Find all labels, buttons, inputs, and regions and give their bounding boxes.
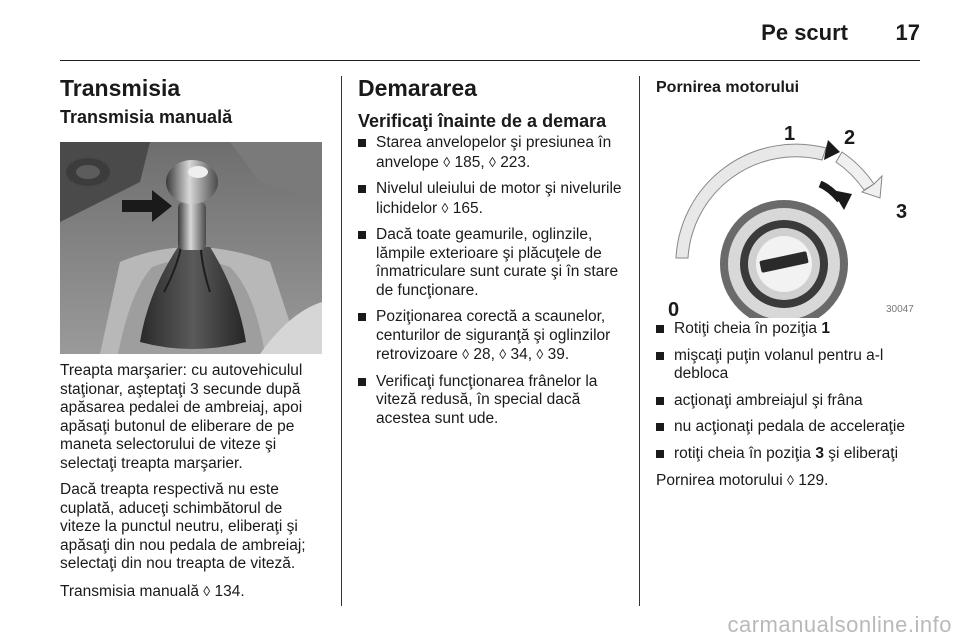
heading-transmission: Transmisia — [60, 75, 181, 101]
list-item-text: acţionaţi ambreiajul şi frâna — [674, 391, 863, 409]
bullet-square-icon — [656, 423, 664, 431]
page-number: 17 — [895, 20, 920, 45]
list-item — [656, 445, 922, 464]
figure-code: 30047 — [886, 304, 914, 315]
bullet-square-icon — [358, 378, 366, 386]
reference-text: Transmisia manuală — [60, 582, 199, 600]
section-title: Pe scurt — [761, 20, 848, 45]
reference-page: 165. — [452, 199, 483, 217]
gear-shift-illustration — [60, 142, 322, 354]
paragraph-reverse-gear: Treapta marşarier: cu autovehiculul staţionar, aşteptaţi 3 secunde după apăsarea pedalei de ambreiaj, apoi apăsaţi butonul de eliberare de pe maneta selectorului de viteze şi selectaţi treapta marşarier. — [60, 362, 303, 472]
reference-page: 28, — [473, 346, 495, 363]
list-item-bold: 1 — [821, 320, 830, 337]
heading-engine-start: Pornirea motorului — [656, 79, 800, 96]
key-position-3-label: 3 — [896, 201, 908, 223]
reference-arrow-icon: ◊ — [488, 153, 496, 170]
bullet-square-icon — [656, 450, 664, 458]
bullet-square-icon — [358, 231, 366, 239]
reference-page: 134. — [214, 582, 245, 600]
bullet-square-icon — [656, 397, 664, 405]
bullet-square-icon — [656, 352, 664, 360]
list-item-text: Starea anvelopelor şi presiunea în anvelope — [376, 134, 612, 171]
list-item — [358, 134, 626, 172]
list-item — [358, 373, 626, 429]
list-item-text: mişcaţi puţin volanul pentru a-l debloca — [674, 346, 884, 382]
list-item-text: Rotiţi cheia în poziţia — [674, 320, 818, 337]
reference-arrow-icon: ◊ — [462, 346, 470, 362]
reference-arrow-icon: ◊ — [441, 199, 449, 216]
bullet-square-icon — [656, 325, 664, 333]
list-item — [656, 418, 922, 437]
column-divider — [341, 76, 342, 606]
list-item-text: şi eliberaţi — [828, 444, 899, 462]
bullet-square-icon — [358, 139, 366, 147]
reference-text: Pornirea motorului — [656, 472, 783, 489]
bullet-square-icon — [358, 185, 366, 193]
reference-arrow-icon: ◊ — [203, 582, 211, 599]
column-transmission — [60, 74, 326, 601]
key-position-2-label: 2 — [844, 127, 856, 149]
reference-engine-start — [656, 471, 922, 491]
column-divider — [639, 76, 640, 606]
key-position-1-label: 1 — [784, 123, 796, 145]
paragraph-gear-not-engaged: Dacă treapta respectivă nu este cuplată, aduceţi schimbătorul de viteze la punctul neutru, eliberaţi şi apăsaţi din nou pedala de ambreiaj; selectaţi din nou treapta de viteză. — [60, 481, 306, 572]
list-item-text: nu acţionaţi pedala de acceleraţie — [674, 418, 905, 435]
bullet-square-icon — [358, 313, 366, 321]
column-starting — [358, 74, 626, 436]
list-item-text: Dacă toate geamurile, oglinzile, lămpile exterioare şi plăcuţele de înmatriculare sunt curate şi în stare de funcţionare. — [376, 226, 619, 299]
reference-arrow-icon: ◊ — [786, 472, 794, 488]
list-item — [656, 320, 922, 339]
ignition-key-positions-drawing — [656, 106, 922, 318]
reference-page: 185, — [454, 153, 485, 171]
reference-arrow-icon: ◊ — [443, 153, 451, 170]
reference-arrow-icon: ◊ — [536, 346, 544, 362]
column-engine-start — [656, 74, 922, 491]
reference-page: 39. — [547, 346, 570, 363]
list-item — [656, 392, 922, 411]
subheading-manual-transmission: Transmisia manuală — [60, 107, 233, 127]
reference-page: 34, — [510, 346, 533, 363]
page-header — [0, 0, 960, 62]
list-item — [358, 180, 626, 218]
list-item-text: Poziţionarea corectă a scaunelor, centurilor de siguranţă şi oglinzilor retrovizoare — [376, 308, 611, 363]
list-item-text: rotiţi cheia în poziţia — [674, 444, 811, 462]
list-item — [656, 347, 922, 384]
ignition-illustration — [656, 106, 922, 318]
gear-lever-drawing — [60, 142, 322, 354]
list-item-text: Nivelul uleiului de motor şi nivelurile lichidelor — [376, 180, 622, 217]
reference-page: 223. — [500, 153, 531, 171]
watermark: carmanualsonline.info — [727, 612, 952, 637]
reference-page: 129. — [798, 472, 829, 489]
key-position-0-label: 0 — [668, 299, 680, 318]
list-item — [358, 308, 626, 365]
list-item — [358, 226, 626, 300]
reference-arrow-icon: ◊ — [499, 346, 507, 362]
engine-start-steps — [656, 320, 922, 463]
subheading-checks-before-driving: Verificaţi înainte de a demara — [358, 111, 607, 131]
list-item-text: Verificaţi funcţionarea frânelor la viteză redusă, în special dacă acestea sunt ude. — [376, 372, 598, 427]
heading-starting: Demararea — [358, 75, 477, 101]
list-item-bold: 3 — [815, 444, 824, 462]
reference-manual-transmission — [60, 582, 326, 602]
checklist — [358, 134, 626, 428]
header-rule — [60, 60, 920, 61]
